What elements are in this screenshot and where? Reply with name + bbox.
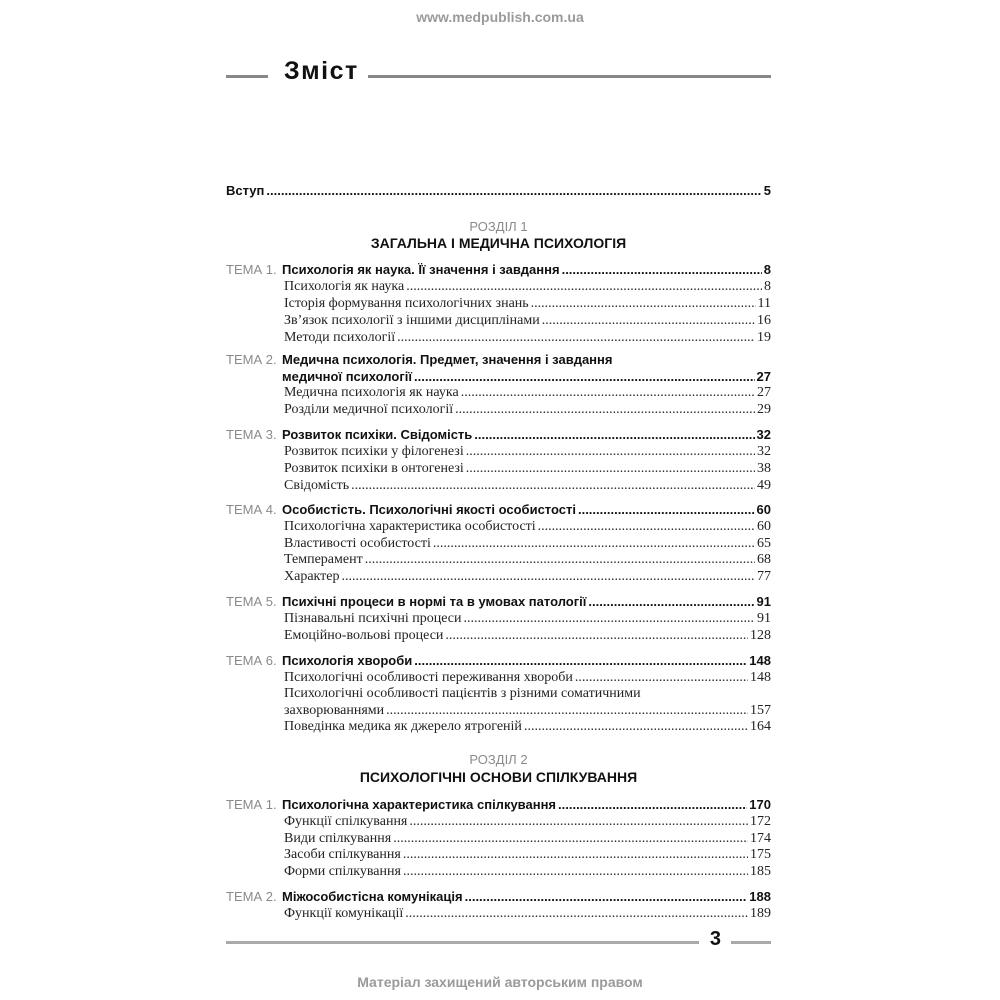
section-title: ЗАГАЛЬНА І МЕДИЧНА ПСИХОЛОГІЯ [370,235,627,251]
subentry-label: Розвиток психіки у філогенезі [284,444,464,459]
leader-dots [351,478,755,494]
leader-dots [578,502,755,517]
subentry-label: Властивості особистості [284,536,431,551]
leader-dots [588,594,754,609]
topic-page: 8 [763,262,771,277]
toc-entry-page: 5 [763,183,771,198]
toc-subentry[interactable] [284,611,771,629]
leader-dots [524,719,748,735]
leader-dots [465,889,748,904]
leader-dots [365,552,755,568]
subentry-label: Емоційно-вольові процеси [284,628,444,643]
subentry-page: 185 [750,864,771,879]
leader-dots [414,653,747,668]
topic-title: Міжособистісна комунікація [282,889,463,904]
subentry-page: 60 [757,519,771,534]
leader-dots [466,444,755,460]
topic-page: 27 [756,369,771,384]
topic-number: ТЕМА 4. [226,502,277,517]
leader-dots [464,611,755,627]
section-title: ПСИХОЛОГІЧНІ ОСНОВИ СПІЛКУВАННЯ [359,769,638,785]
toc-topic[interactable] [282,797,771,815]
topic-title: Психологія як наука. Її значення і завдання [282,262,560,277]
leader-dots [433,536,755,552]
subentry-label: Форми спілкування [284,864,401,879]
subentry-page: 175 [750,847,771,862]
toc-subentry[interactable] [284,444,771,462]
toc-topic[interactable] [282,262,771,280]
leader-dots [542,313,755,329]
toc-subentry[interactable] [284,864,771,882]
leader-dots [393,831,748,847]
topic-number: ТЕМА 1. [226,262,277,277]
leader-dots [538,519,755,535]
topic-title: Розвиток психіки. Свідомість [282,427,473,442]
subentry-label: Види спілкування [284,831,392,846]
toc-topic[interactable] [282,594,771,612]
subentry-label: Розвиток психіки в онтогенезі [284,461,464,476]
subentry-label: захворюваннями [284,703,385,718]
topic-number: ТЕМА 1. [226,797,277,812]
subentry-page: 128 [750,628,771,643]
toc-subentry[interactable] [284,569,771,587]
subentry-page: 91 [757,611,771,626]
toc-subentry[interactable] [284,552,771,570]
topic-number: ТЕМА 2. [226,352,277,367]
footer-rule-right [731,941,771,944]
subentry-label: Методи психології [284,330,396,345]
toc-subentry[interactable] [284,402,771,420]
subentry-label: Темперамент [284,552,363,567]
toc-subentry[interactable] [284,313,771,331]
page-number: 3 [709,928,721,950]
subentry-label: Поведінка медика як джерело ятрогеній [284,719,522,734]
toc-topic[interactable] [282,653,771,671]
leader-dots [562,262,762,277]
subentry-page: 32 [757,444,771,459]
toc-entry-intro[interactable] [226,183,771,201]
subentry-label: Характер [284,569,340,584]
topic-page: 60 [756,502,771,517]
subentry-label: Пізнавальні психічні процеси [284,611,462,626]
subentry-label: Зв’язок психології з іншими дисциплінами [284,313,540,328]
subentry-page: 148 [750,670,771,685]
subentry-page: 8 [764,279,771,294]
subentry-label: Історія формування психологічних знань [284,296,529,311]
leader-dots [474,427,754,442]
toc-subentry[interactable] [284,628,771,646]
leader-dots [414,369,755,384]
toc-subentry[interactable] [284,330,771,348]
leader-dots [455,402,755,418]
toc-entry-label: Вступ [226,183,265,198]
leader-dots [397,330,755,346]
subentry-page: 189 [750,906,771,921]
topic-title-line1: Медична психологія. Предмет, значення і завдання [282,352,613,367]
subentry-label: Психологічна характеристика особистості [284,519,536,534]
subentry-page: 172 [750,814,771,829]
section-number: РОЗДІЛ 2 [469,752,528,767]
topic-title: Психічні процеси в нормі та в умовах патології [282,594,587,609]
leader-dots [266,183,761,198]
leader-dots [558,797,747,812]
subentry-page: 157 [750,703,771,718]
toc-subentry[interactable] [284,296,771,314]
toc-subentry[interactable] [284,814,771,832]
toc-subentry[interactable] [284,519,771,537]
subentry-page: 164 [750,719,771,734]
topic-title: Психологія хвороби [282,653,413,668]
leader-dots [405,906,748,922]
copyright-notice: Матеріал захищений авторським правом [357,974,643,990]
subentry-page: 174 [750,831,771,846]
subentry-page: 38 [757,461,771,476]
subentry-label: Засоби спілкування [284,847,401,862]
leader-dots [409,814,748,830]
toc-subentry[interactable] [284,385,771,403]
topic-number: ТЕМА 5. [226,594,277,609]
subentry-label: Функції комунікації [284,906,404,921]
leader-dots [445,628,748,644]
topic-page: 148 [749,653,771,668]
subentry-label: Психологічні особливості переживання хвороби [284,670,573,685]
leader-dots [531,296,756,312]
topic-title: Особистість. Психологічні якості особистості [282,502,576,517]
subentry-label: Свідомість [284,478,350,493]
topic-number: ТЕМА 2. [226,889,277,904]
toc-subentry[interactable] [284,719,771,737]
page-footer [226,928,771,952]
leader-dots [466,461,755,477]
subentry-page: 77 [757,569,771,584]
subentry-label: Розділи медичної психології [284,402,454,417]
page-title: Зміст [284,57,359,85]
toc-subentry[interactable] [284,279,771,297]
topic-page: 188 [749,889,771,904]
subentry-label-line1: Психологічні особливості пацієнтів з різними соматичними [284,686,641,701]
leader-dots [386,703,748,719]
section-number: РОЗДІЛ 1 [469,219,528,234]
toc-subentry[interactable] [284,906,771,924]
subentry-page: 29 [757,402,771,417]
topic-number: ТЕМА 6. [226,653,277,668]
subentry-label: Психологія як наука [284,279,405,294]
topic-title: медичної психології [282,369,413,384]
subentry-page: 49 [757,478,771,493]
subentry-page: 11 [757,296,771,311]
toc-topic[interactable] [282,427,771,445]
toc-subentry[interactable] [284,478,771,496]
toc-subentry[interactable] [284,461,771,479]
leader-dots [575,670,748,686]
subentry-page: 68 [757,552,771,567]
topic-page: 170 [749,797,771,812]
table-of-contents [226,0,771,1000]
leader-dots [403,847,748,863]
subentry-page: 19 [757,330,771,345]
leader-dots [461,385,755,401]
footer-rule-left [226,941,699,944]
subentry-label: Функції спілкування [284,814,408,829]
subentry-page: 16 [757,313,771,328]
subentry-label: Медична психологія як наука [284,385,459,400]
topic-page: 32 [756,427,771,442]
toc-subentry[interactable] [284,847,771,865]
topic-page: 91 [756,594,771,609]
subentry-page: 27 [757,385,771,400]
toc-topic[interactable] [282,889,771,907]
leader-dots [403,864,748,880]
toc-topic[interactable] [282,502,771,520]
leader-dots [406,279,762,295]
site-url: www.medpublish.com.ua [416,9,584,25]
topic-number: ТЕМА 3. [226,427,277,442]
leader-dots [342,569,756,585]
subentry-page: 65 [757,536,771,551]
topic-title: Психологічна характеристика спілкування [282,797,557,812]
